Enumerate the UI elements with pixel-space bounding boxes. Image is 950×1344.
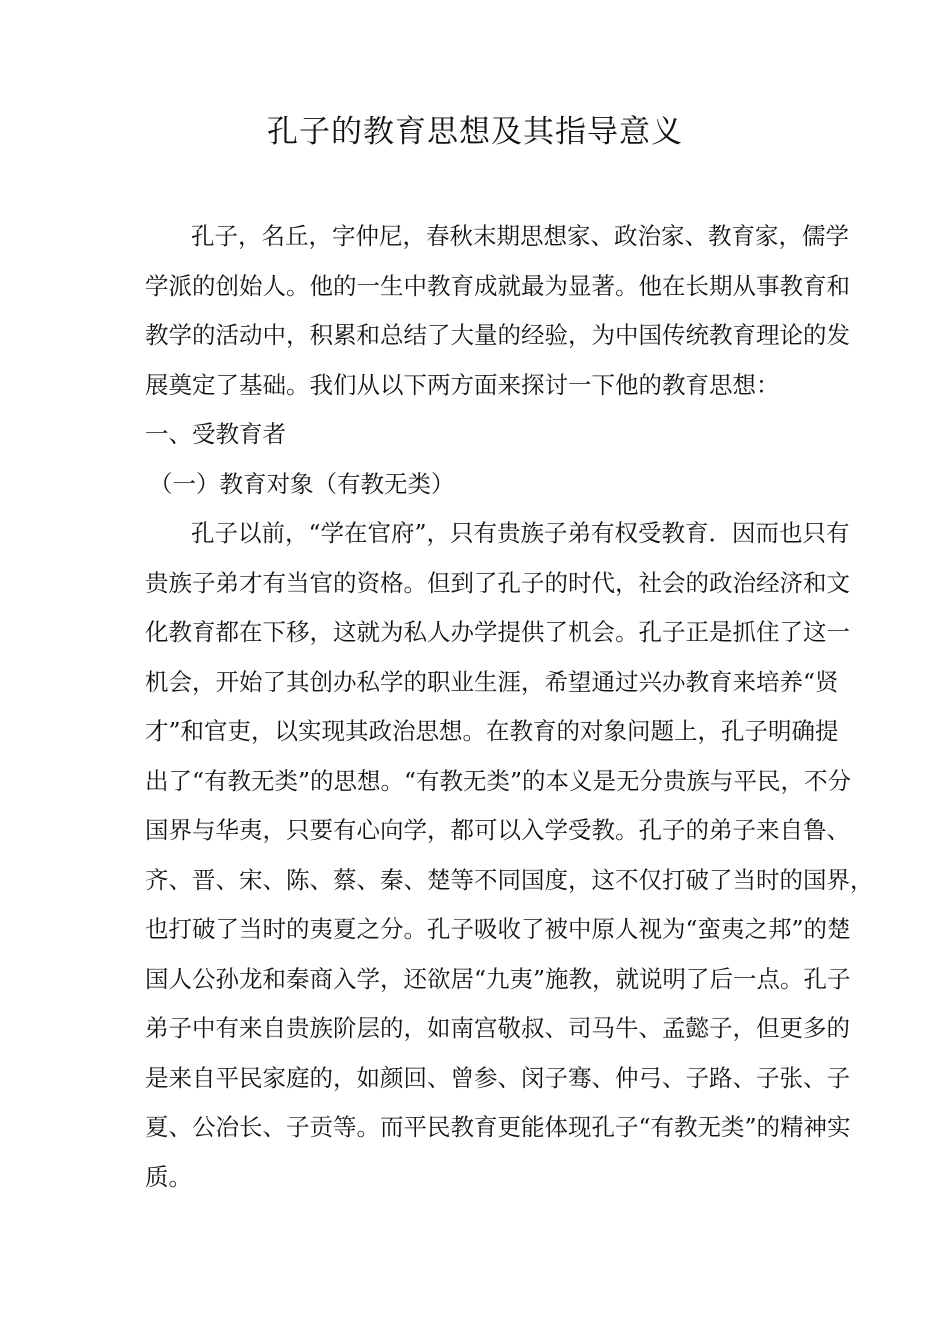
paragraph-1-line-1: 孔子，名丘，字仲尼，春秋末期思想家、政治家、教育家，儒学	[191, 222, 849, 250]
paragraph-1-line-4: 展奠定了基础。我们从以下两方面来探讨一下他的教育思想：	[145, 370, 780, 399]
paragraph-2-line-5: 才”和官吏，以实现其政治思想。在教育的对象问题上，孔子明确提	[145, 717, 839, 745]
paragraph-2-line-6: 出了“有教无类”的思想。“有教无类”的本义是无分贵族与平民，不分	[145, 766, 852, 795]
paragraph-2-line-12: 是来自平民家庭的，如颜回、曾参、闵子骞、仲弓、子路、子张、子	[145, 1063, 850, 1092]
paragraph-1-line-3: 教学的活动中，积累和总结了大量的经验，为中国传统教育理论的发	[145, 321, 850, 349]
paragraph-2-line-7: 国界与华夷，只要有心向学，都可以入学受教。孔子的弟子来自鲁、	[145, 816, 850, 844]
subsection-heading: （一）教育对象（有教无类）	[149, 469, 455, 498]
paragraph-2-line-2: 贵族子弟才有当官的资格。但到了孔子的时代，社会的政治经济和文	[145, 568, 850, 597]
section-heading: 一、受教育者	[145, 420, 286, 448]
paragraph-2-line-1: 孔子以前，“学在官府”，只有贵族子弟有权受教育．因而也只有	[191, 519, 850, 547]
document-title: 孔子的教育思想及其指导意义	[267, 114, 683, 150]
document-body	[145, 212, 874, 1202]
paragraph-2-line-14: 质。	[145, 1162, 192, 1191]
paragraph-2-line-9: 也打破了当时的夷夏之分。孔子吸收了被中原人视为“蛮夷之邦”的楚	[145, 915, 851, 943]
paragraph-2-line-3: 化教育都在下移，这就为私人办学提供了机会。孔子正是抓住了这一	[145, 618, 850, 646]
paragraph-1-line-2: 学派的创始人。他的一生中教育成就最为显著。他在长期从事教育和	[145, 271, 850, 300]
paragraph-2-line-8: 齐、晋、宋、陈、蔡、秦、楚等不同国度，这不仅打破了当时的国界，	[145, 865, 874, 894]
paragraph-2-line-10: 国人公孙龙和秦商入学，还欲居“九夷”施教，就说明了后一点。孔子	[145, 964, 851, 993]
paragraph-2-line-13: 夏、公冶长、子贡等。而平民教育更能体现孔子“有教无类”的精神实	[145, 1113, 851, 1141]
paragraph-2-line-4: 机会，开始了其创办私学的职业生涯，希望通过兴办教育来培养“贤	[145, 667, 839, 696]
paragraph-2-line-11: 弟子中有来自贵族阶层的，如南宫敬叔、司马牛、孟懿子，但更多的	[145, 1014, 850, 1042]
